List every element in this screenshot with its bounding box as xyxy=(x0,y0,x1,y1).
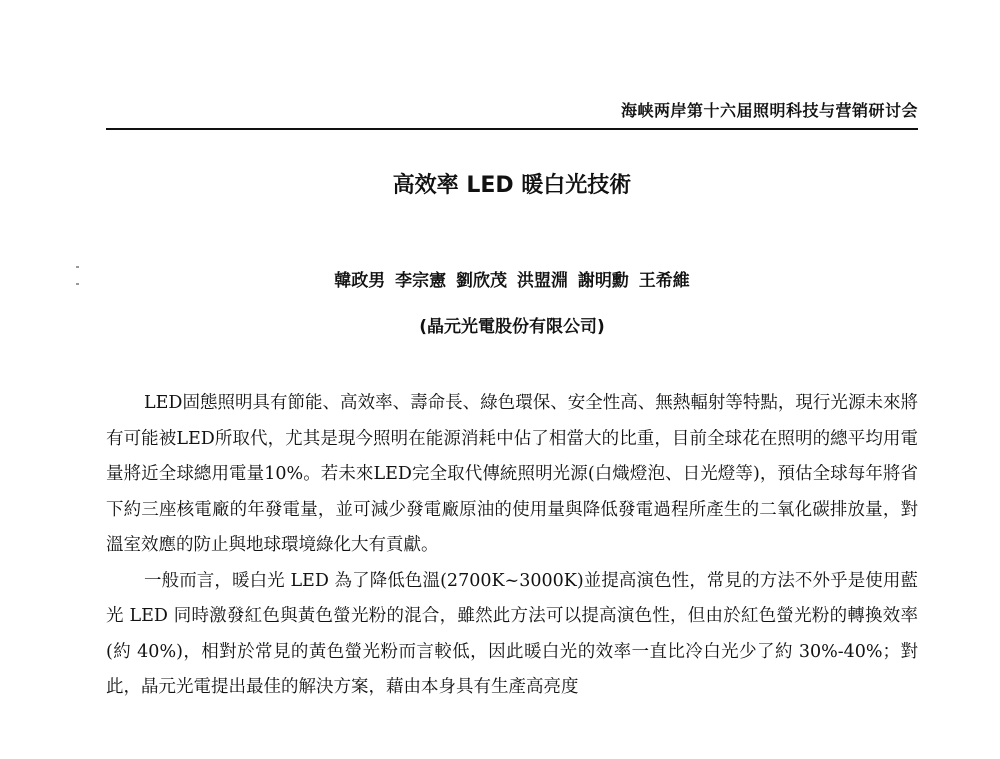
paper-title: 高效率 LED 暖白光技術 xyxy=(392,173,632,198)
running-header: 海峡两岸第十六届照明科技与营销研讨会 xyxy=(620,101,918,120)
author-list: 韓政男 李宗憲 劉欣茂 洪盟淵 謝明勳 王希維 xyxy=(334,271,690,291)
affiliation: (晶元光電股份有限公司) xyxy=(419,317,605,337)
paragraph: 一般而言，暖白光 LED 為了降低色溫(2700K~3000K)並提高演色性，常見的方法不外乎是使用藍光 LED 同時激發紅色與黃色螢光粉的混合，雖然此方法可以提高演色性，但由於紅色螢光粉的轉換效率(約 40%)，相對於常見的黃色螢光粉而言較低，因此暖白光的效率一直比冷白光少了約 30%-40%；對此，晶元光電提出最佳的解決方案，藉由本身具有生產高亮度 xyxy=(106,570,918,697)
scan-speck xyxy=(76,283,79,285)
scan-speck xyxy=(76,266,79,268)
body-text xyxy=(106,386,918,706)
header-rule xyxy=(106,128,918,130)
paragraph: LED固態照明具有節能、高效率、壽命長、綠色環保、安全性高、無熱輻射等特點，現行光源未來將有可能被LED所取代，尤其是現今照明在能源消耗中佔了相當大的比重，目前全球花在照明的總平均用電量將近全球總用電量10%。若未來LED完全取代傳統照明光源(白熾燈泡、日光燈等)，預估全球每年將省下約三座核電廠的年發電量，並可減少發電廠原油的使用量與降低發電過程所產生的二氧化碳排放量，對溫室效應的防止與地球環境綠化大有貢獻。 xyxy=(106,393,918,555)
